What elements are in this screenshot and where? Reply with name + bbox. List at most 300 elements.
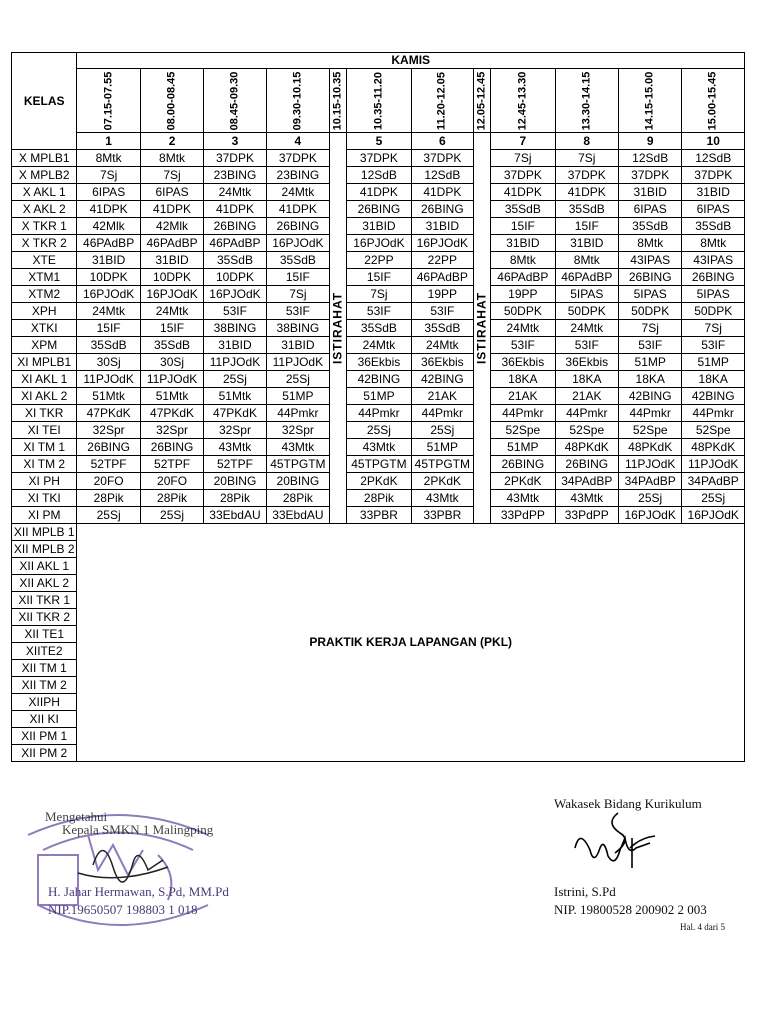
lesson-cell: 37DPK xyxy=(491,167,555,184)
lesson-cell: 47PKdK xyxy=(140,405,203,422)
lesson-cell: 32Spr xyxy=(77,422,140,439)
lesson-cell: 25Sj xyxy=(411,422,473,439)
lesson-cell: 37DPK xyxy=(555,167,618,184)
class-name: X AKL 1 xyxy=(12,184,77,201)
lesson-cell: 52TPF xyxy=(140,456,203,473)
class-name: XTE xyxy=(12,252,77,269)
period-number: 3 xyxy=(204,133,266,150)
class-name: XTM2 xyxy=(12,286,77,303)
class-row xyxy=(12,150,745,167)
lesson-cell: 35SdB xyxy=(140,337,203,354)
lesson-cell: 10DPK xyxy=(77,269,140,286)
lesson-cell: 43Mtk xyxy=(266,439,329,456)
class-name: XI TEI xyxy=(12,422,77,439)
lesson-cell: 8Mtk xyxy=(618,235,681,252)
lesson-cell: 43Mtk xyxy=(347,439,411,456)
time-label: 12.05-12.45 xyxy=(475,71,488,130)
lesson-cell: 8Mtk xyxy=(77,150,140,167)
lesson-cell: 20BING xyxy=(204,473,266,490)
lesson-cell: 36Ekbis xyxy=(347,354,411,371)
class-name: XTKI xyxy=(12,320,77,337)
lesson-cell: 43Mtk xyxy=(491,490,555,507)
period-number: 9 xyxy=(618,133,681,150)
class-row xyxy=(12,303,745,320)
break-label: ISTIRAHAT xyxy=(474,291,489,365)
lesson-cell: 32Spr xyxy=(140,422,203,439)
lesson-cell: 50DPK xyxy=(618,303,681,320)
class-name: XIIPH xyxy=(12,694,77,711)
lesson-cell: 26BING xyxy=(491,456,555,473)
lesson-cell: 12SdB xyxy=(411,167,473,184)
lesson-cell: 34PAdBP xyxy=(555,473,618,490)
class-name: XI MPLB1 xyxy=(12,354,77,371)
lesson-cell: 37DPK xyxy=(347,150,411,167)
lesson-cell: 25Sj xyxy=(204,371,266,388)
time-slot xyxy=(204,69,266,133)
lesson-cell: 26BING xyxy=(140,439,203,456)
class-row xyxy=(12,507,745,524)
lesson-cell: 24Mtk xyxy=(491,320,555,337)
left-sign-line2: Kepala SMKN 1 Malingping xyxy=(62,822,214,837)
time-label: 08.45-09.30 xyxy=(228,71,241,130)
class-name: XII TM 2 xyxy=(12,677,77,694)
class-row xyxy=(12,422,745,439)
lesson-cell: 36Ekbis xyxy=(491,354,555,371)
lesson-cell: 30Sj xyxy=(77,354,140,371)
time-slot xyxy=(140,69,203,133)
class-row xyxy=(12,235,745,252)
period-number: 5 xyxy=(347,133,411,150)
lesson-cell: 24Mtk xyxy=(266,184,329,201)
lesson-cell: 41DPK xyxy=(266,201,329,218)
lesson-cell: 7Sj xyxy=(491,150,555,167)
lesson-cell: 16PJOdK xyxy=(266,235,329,252)
lesson-cell: 2PKdK xyxy=(491,473,555,490)
lesson-cell: 43IPAS xyxy=(618,252,681,269)
lesson-cell: 42BING xyxy=(411,371,473,388)
lesson-cell: 30Sj xyxy=(140,354,203,371)
lesson-cell: 7Sj xyxy=(618,320,681,337)
lesson-cell: 11PJOdK xyxy=(77,371,140,388)
class-name: XI TKR xyxy=(12,405,77,422)
class-row xyxy=(12,201,745,218)
lesson-cell: 44Pmkr xyxy=(411,405,473,422)
lesson-cell: 42Mlk xyxy=(140,218,203,235)
class-name: XPH xyxy=(12,303,77,320)
lesson-cell: 22PP xyxy=(411,252,473,269)
time-slot xyxy=(491,69,555,133)
class-name: X MPLB1 xyxy=(12,150,77,167)
class-row xyxy=(12,473,745,490)
class-name: XIITE2 xyxy=(12,643,77,660)
lesson-cell: 11PJOdK xyxy=(682,456,745,473)
lesson-cell: 43IPAS xyxy=(682,252,745,269)
class-row xyxy=(12,405,745,422)
lesson-cell: 33EbdAU xyxy=(266,507,329,524)
lesson-cell: 51MP xyxy=(411,439,473,456)
lesson-cell: 28Pik xyxy=(204,490,266,507)
lesson-cell: 31BID xyxy=(77,252,140,269)
lesson-cell: 46PAdBP xyxy=(491,269,555,286)
class-name: XII PM 2 xyxy=(12,745,77,762)
lesson-cell: 12SdB xyxy=(618,150,681,167)
lesson-cell: 51MP xyxy=(347,388,411,405)
day-header: KAMIS xyxy=(77,53,745,69)
time-slot xyxy=(555,69,618,133)
lesson-cell: 46PAdBP xyxy=(140,235,203,252)
lesson-cell: 53IF xyxy=(682,337,745,354)
lesson-cell: 33PBR xyxy=(347,507,411,524)
lesson-cell: 18KA xyxy=(555,371,618,388)
lesson-cell: 50DPK xyxy=(491,303,555,320)
lesson-cell: 50DPK xyxy=(682,303,745,320)
lesson-cell: 52Spe xyxy=(491,422,555,439)
time-label: 12.45-13.30 xyxy=(516,71,529,130)
lesson-cell: 51Mtk xyxy=(140,388,203,405)
lesson-cell: 18KA xyxy=(491,371,555,388)
break-column-2 xyxy=(474,133,491,524)
class-row xyxy=(12,524,745,541)
lesson-cell: 53IF xyxy=(347,303,411,320)
lesson-cell: 7Sj xyxy=(77,167,140,184)
break-column-1 xyxy=(330,133,347,524)
lesson-cell: 52Spe xyxy=(618,422,681,439)
class-name: XII PM 1 xyxy=(12,728,77,745)
lesson-cell: 24Mtk xyxy=(347,337,411,354)
lesson-cell: 7Sj xyxy=(266,286,329,303)
time-label: 08.00-08.45 xyxy=(165,71,178,130)
lesson-cell: 26BING xyxy=(347,201,411,218)
lesson-cell: 36Ekbis xyxy=(555,354,618,371)
lesson-cell: 31BID xyxy=(204,337,266,354)
class-name: X AKL 2 xyxy=(12,201,77,218)
period-number: 2 xyxy=(140,133,203,150)
lesson-cell: 53IF xyxy=(555,337,618,354)
lesson-cell: 45TPGTM xyxy=(266,456,329,473)
lesson-cell: 45TPGTM xyxy=(347,456,411,473)
lesson-cell: 23BING xyxy=(266,167,329,184)
lesson-cell: 20FO xyxy=(77,473,140,490)
lesson-cell: 8Mtk xyxy=(555,252,618,269)
lesson-cell: 53IF xyxy=(204,303,266,320)
lesson-cell: 31BID xyxy=(411,218,473,235)
lesson-cell: 28Pik xyxy=(266,490,329,507)
lesson-cell: 2PKdK xyxy=(411,473,473,490)
lesson-cell: 16PJOdK xyxy=(411,235,473,252)
lesson-cell: 21AK xyxy=(411,388,473,405)
lesson-cell: 36Ekbis xyxy=(411,354,473,371)
lesson-cell: 46PAdBP xyxy=(77,235,140,252)
lesson-cell: 33EbdAU xyxy=(204,507,266,524)
class-name: XPM xyxy=(12,337,77,354)
lesson-cell: 7Sj xyxy=(555,150,618,167)
class-name: XII TE1 xyxy=(12,626,77,643)
class-row xyxy=(12,167,745,184)
lesson-cell: 44Pmkr xyxy=(491,405,555,422)
class-name: XII TKR 1 xyxy=(12,592,77,609)
lesson-cell: 24Mtk xyxy=(77,303,140,320)
lesson-cell: 35SdB xyxy=(77,337,140,354)
time-label: 15.00-15.45 xyxy=(706,71,719,130)
class-name: X MPLB2 xyxy=(12,167,77,184)
time-slot xyxy=(330,69,347,133)
schedule-table xyxy=(11,52,745,762)
lesson-cell: 35SdB xyxy=(204,252,266,269)
lesson-cell: 52TPF xyxy=(77,456,140,473)
lesson-cell: 26BING xyxy=(204,218,266,235)
class-row xyxy=(12,286,745,303)
lesson-cell: 50DPK xyxy=(555,303,618,320)
lesson-cell: 35SdB xyxy=(682,218,745,235)
lesson-cell: 31BID xyxy=(682,184,745,201)
lesson-cell: 41DPK xyxy=(77,201,140,218)
header-number-row xyxy=(12,133,745,150)
lesson-cell: 37DPK xyxy=(682,167,745,184)
period-number: 1 xyxy=(77,133,140,150)
lesson-cell: 51MP xyxy=(491,439,555,456)
right-sign-title: Wakasek Bidang Kurikulum xyxy=(554,796,702,811)
class-name: XII MPLB 2 xyxy=(12,541,77,558)
time-slot xyxy=(474,69,491,133)
break-label: ISTIRAHAT xyxy=(330,291,345,365)
period-number: 8 xyxy=(555,133,618,150)
lesson-cell: 26BING xyxy=(77,439,140,456)
class-row xyxy=(12,388,745,405)
class-name: XII MPLB 1 xyxy=(12,524,77,541)
period-number: 10 xyxy=(682,133,745,150)
lesson-cell: 51Mtk xyxy=(77,388,140,405)
class-name: XI AKL 1 xyxy=(12,371,77,388)
class-name: XII KI xyxy=(12,711,77,728)
class-name: XII TM 1 xyxy=(12,660,77,677)
lesson-cell: 48PKdK xyxy=(618,439,681,456)
class-row xyxy=(12,456,745,473)
class-row xyxy=(12,252,745,269)
lesson-cell: 15IF xyxy=(77,320,140,337)
lesson-cell: 26BING xyxy=(411,201,473,218)
class-name: XTM1 xyxy=(12,269,77,286)
lesson-cell: 35SdB xyxy=(491,201,555,218)
left-sign-name: H. Jahar Hermawan, S.Pd, MM.Pd xyxy=(48,884,229,899)
lesson-cell: 43Mtk xyxy=(411,490,473,507)
time-slot xyxy=(266,69,329,133)
lesson-cell: 16PJOdK xyxy=(77,286,140,303)
lesson-cell: 38BING xyxy=(266,320,329,337)
lesson-cell: 16PJOdK xyxy=(140,286,203,303)
lesson-cell: 2PKdK xyxy=(347,473,411,490)
period-number: 6 xyxy=(411,133,473,150)
class-name: XI TKI xyxy=(12,490,77,507)
page-number: Hal. 4 dari 5 xyxy=(680,922,725,932)
class-row xyxy=(12,184,745,201)
lesson-cell: 38BING xyxy=(204,320,266,337)
class-row xyxy=(12,320,745,337)
lesson-cell: 44Pmkr xyxy=(347,405,411,422)
period-number: 7 xyxy=(491,133,555,150)
lesson-cell: 26BING xyxy=(618,269,681,286)
lesson-cell: 25Sj xyxy=(266,371,329,388)
class-row xyxy=(12,354,745,371)
class-row xyxy=(12,218,745,235)
lesson-cell: 44Pmkr xyxy=(618,405,681,422)
lesson-cell: 41DPK xyxy=(347,184,411,201)
class-row xyxy=(12,371,745,388)
left-sign-line1: Mengetahui xyxy=(45,809,108,824)
time-label: 07.15-07.55 xyxy=(102,71,115,130)
lesson-cell: 15IF xyxy=(140,320,203,337)
lesson-cell: 25Sj xyxy=(140,507,203,524)
class-name: XI PH xyxy=(12,473,77,490)
lesson-cell: 12SdB xyxy=(682,150,745,167)
class-row xyxy=(12,337,745,354)
lesson-cell: 32Spr xyxy=(266,422,329,439)
lesson-cell: 10DPK xyxy=(204,269,266,286)
lesson-cell: 41DPK xyxy=(140,201,203,218)
pkl-merged-cell: PRAKTIK KERJA LAPANGAN (PKL) xyxy=(77,524,745,762)
lesson-cell: 21AK xyxy=(555,388,618,405)
lesson-cell: 24Mtk xyxy=(204,184,266,201)
lesson-cell: 16PJOdK xyxy=(204,286,266,303)
lesson-cell: 35SdB xyxy=(347,320,411,337)
lesson-cell: 25Sj xyxy=(77,507,140,524)
lesson-cell: 43Mtk xyxy=(204,439,266,456)
lesson-cell: 41DPK xyxy=(411,184,473,201)
lesson-cell: 26BING xyxy=(682,269,745,286)
time-slot xyxy=(77,69,140,133)
lesson-cell: 7Sj xyxy=(140,167,203,184)
lesson-cell: 41DPK xyxy=(491,184,555,201)
lesson-cell: 8Mtk xyxy=(491,252,555,269)
lesson-cell: 11PJOdK xyxy=(266,354,329,371)
time-label: 13.30-14.15 xyxy=(580,71,593,130)
lesson-cell: 28Pik xyxy=(140,490,203,507)
lesson-cell: 8Mtk xyxy=(140,150,203,167)
lesson-cell: 32Spr xyxy=(204,422,266,439)
lesson-cell: 20FO xyxy=(140,473,203,490)
lesson-cell: 25Sj xyxy=(347,422,411,439)
lesson-cell: 24Mtk xyxy=(140,303,203,320)
class-name: XI TM 1 xyxy=(12,439,77,456)
lesson-cell: 53IF xyxy=(491,337,555,354)
class-name: XI AKL 2 xyxy=(12,388,77,405)
class-name: X TKR 2 xyxy=(12,235,77,252)
lesson-cell: 52Spe xyxy=(555,422,618,439)
class-name: X TKR 1 xyxy=(12,218,77,235)
lesson-cell: 26BING xyxy=(555,456,618,473)
lesson-cell: 44Pmkr xyxy=(682,405,745,422)
time-slot xyxy=(682,69,745,133)
time-label: 10.15-10.35 xyxy=(331,71,344,130)
kelas-header: KELAS xyxy=(12,53,77,150)
handwritten-signature-icon xyxy=(570,808,660,878)
lesson-cell: 35SdB xyxy=(555,201,618,218)
lesson-cell: 28Pik xyxy=(347,490,411,507)
lesson-cell: 15IF xyxy=(266,269,329,286)
lesson-cell: 16PJOdK xyxy=(618,507,681,524)
lesson-cell: 35SdB xyxy=(618,218,681,235)
lesson-cell: 33PdPP xyxy=(555,507,618,524)
class-row xyxy=(12,269,745,286)
lesson-cell: 26BING xyxy=(266,218,329,235)
lesson-cell: 48PKdK xyxy=(682,439,745,456)
header-time-row xyxy=(12,69,745,133)
lesson-cell: 37DPK xyxy=(204,150,266,167)
lesson-cell: 42BING xyxy=(618,388,681,405)
lesson-cell: 34PAdBP xyxy=(682,473,745,490)
time-slot xyxy=(411,69,473,133)
lesson-cell: 31BID xyxy=(347,218,411,235)
lesson-cell: 53IF xyxy=(618,337,681,354)
lesson-cell: 45TPGTM xyxy=(411,456,473,473)
time-slot xyxy=(347,69,411,133)
lesson-cell: 21AK xyxy=(491,388,555,405)
lesson-cell: 20BING xyxy=(266,473,329,490)
lesson-cell: 33PdPP xyxy=(491,507,555,524)
lesson-cell: 6IPAS xyxy=(618,201,681,218)
lesson-cell: 25Sj xyxy=(618,490,681,507)
lesson-cell: 31BID xyxy=(140,252,203,269)
lesson-cell: 18KA xyxy=(618,371,681,388)
lesson-cell: 6IPAS xyxy=(682,201,745,218)
lesson-cell: 53IF xyxy=(266,303,329,320)
right-sign-name: Istrini, S.Pd xyxy=(554,884,616,899)
lesson-cell: 53IF xyxy=(411,303,473,320)
class-name: XII TKR 2 xyxy=(12,609,77,626)
lesson-cell: 51MP xyxy=(266,388,329,405)
lesson-cell: 5IPAS xyxy=(555,286,618,303)
lesson-cell: 16PJOdK xyxy=(347,235,411,252)
lesson-cell: 37DPK xyxy=(618,167,681,184)
class-row xyxy=(12,490,745,507)
lesson-cell: 31BID xyxy=(618,184,681,201)
lesson-cell: 7Sj xyxy=(682,320,745,337)
time-label: 11.20-12.05 xyxy=(435,71,448,130)
lesson-cell: 11PJOdK xyxy=(140,371,203,388)
lesson-cell: 11PJOdK xyxy=(204,354,266,371)
class-name: XII AKL 2 xyxy=(12,575,77,592)
lesson-cell: 52TPF xyxy=(204,456,266,473)
lesson-cell: 6IPAS xyxy=(77,184,140,201)
lesson-cell: 15IF xyxy=(555,218,618,235)
lesson-cell: 22PP xyxy=(347,252,411,269)
lesson-cell: 35SdB xyxy=(266,252,329,269)
lesson-cell: 44Pmkr xyxy=(555,405,618,422)
lesson-cell: 51Mtk xyxy=(204,388,266,405)
lesson-cell: 47PKdK xyxy=(77,405,140,422)
lesson-cell: 51MP xyxy=(682,354,745,371)
lesson-cell: 48PKdK xyxy=(555,439,618,456)
lesson-cell: 35SdB xyxy=(411,320,473,337)
lesson-cell: 43Mtk xyxy=(555,490,618,507)
right-sign-nip: NIP. 19800528 200902 2 003 xyxy=(554,902,707,917)
lesson-cell: 41DPK xyxy=(204,201,266,218)
lesson-cell: 24Mtk xyxy=(555,320,618,337)
lesson-cell: 12SdB xyxy=(347,167,411,184)
time-label: 09.30-10.15 xyxy=(291,71,304,130)
lesson-cell: 42BING xyxy=(682,388,745,405)
lesson-cell: 10DPK xyxy=(140,269,203,286)
lesson-cell: 15IF xyxy=(347,269,411,286)
lesson-cell: 5IPAS xyxy=(682,286,745,303)
time-label: 10.35-11.20 xyxy=(372,71,385,130)
left-sign-nip: NIP.19650507 198803 1 018 xyxy=(48,902,198,917)
lesson-cell: 25Sj xyxy=(682,490,745,507)
lesson-cell: 11PJOdK xyxy=(618,456,681,473)
lesson-cell: 31BID xyxy=(555,235,618,252)
lesson-cell: 15IF xyxy=(491,218,555,235)
lesson-cell: 19PP xyxy=(491,286,555,303)
lesson-cell: 16PJOdK xyxy=(682,507,745,524)
